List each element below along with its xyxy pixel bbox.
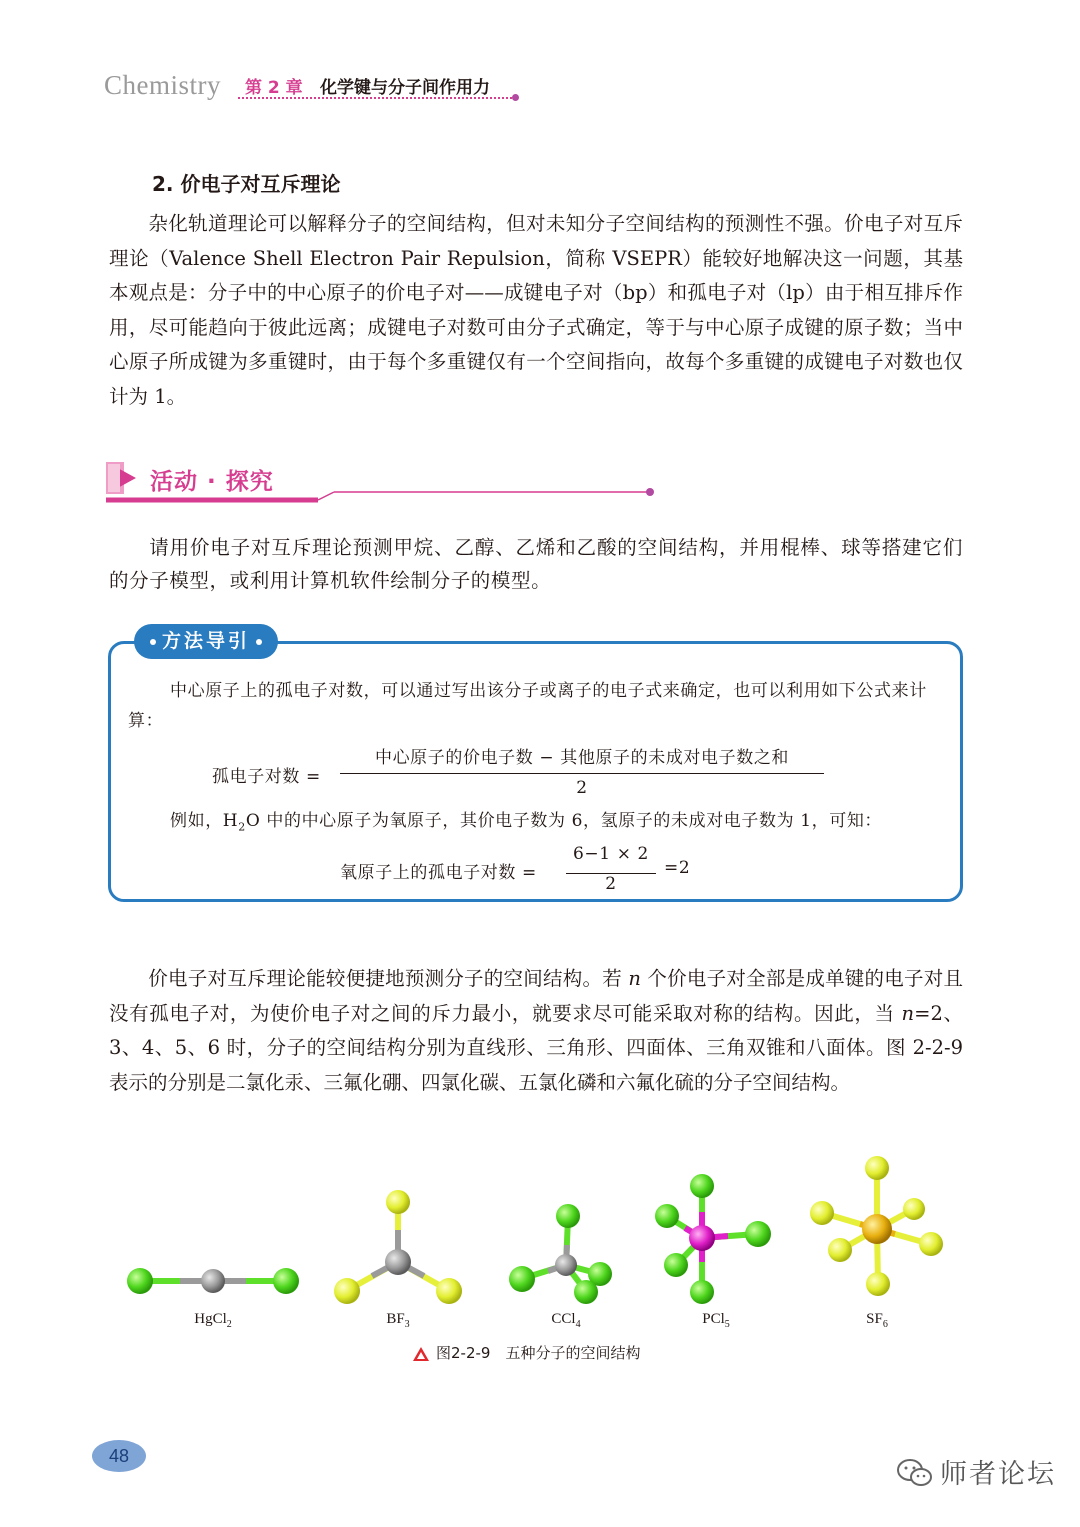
activity-text-content: 请用价电子对互斥理论预测甲烷、乙醇、乙烯和乙酸的空间结构，并用棍棒、球等搭建它们的分子模型，或利用计算机软件绘制分子的模型。: [109, 536, 963, 592]
activity-label: 活动 · 探究: [150, 469, 274, 495]
example-denominator: 2: [605, 874, 617, 894]
example-sub: 2: [238, 820, 246, 834]
method-intro: [128, 676, 948, 736]
header-brand: Chemistry: [104, 70, 221, 100]
activity-text: [109, 531, 963, 597]
formula-denominator: 2: [576, 778, 588, 798]
caption-triangle-icon: [412, 1346, 430, 1362]
hgcl2-model: [127, 1268, 299, 1294]
example-pre: 例如，H: [170, 811, 239, 831]
formula-label: 孤电子对数 =: [212, 767, 321, 787]
example-post: O 中的中心原子为氧原子，其价电子数为 6，氢原子的未成对电子数为 1，可知：: [245, 811, 883, 831]
example-result: =2: [664, 858, 691, 878]
label-ccl4: CCl$_4$: [551, 1311, 581, 1330]
example-numerator: 6−1 × 2: [573, 844, 649, 864]
main-paragraph: [109, 962, 963, 1100]
main-paragraph-b: 个价电子对全部是成单键的电子对且没有孤电子对，为使价电子对之间的斥力最小，就要求尽可能采取对称的结构。因此，当: [109, 967, 964, 1025]
header-divider: [238, 97, 516, 99]
label-pcl5: PCl$_5$: [702, 1311, 730, 1330]
header-title: 化学键与分子间作用力: [320, 78, 490, 98]
main-paragraph-c: =2、3、4、5、6 时，分子的空间结构分别为直线形、三角形、四面体、三角双锥和八面体。图 2-2-9 表示的分别是二氯化汞、三氟化硼、四氯化碳、五氯化磷和六氟化硫的分子空间结构。: [109, 1001, 964, 1094]
method-example: [170, 806, 990, 842]
method-tag: [134, 624, 278, 659]
section-paragraph-text: 杂化轨道理论可以解释分子的空间结构，但对未知分子空间结构的预测性不强。价电子对互斥理论（Valence Shell Electron Pair Repulsion，简称 VSEPR）能较好地解决这一问题，其基本观点是：分子中的中心原子的价电子对——成键电子对（bp）和孤电子对（lp）由于相互排斥作用，尽可能趋向于彼此远离；成键电子对数可由分子式确定，等于与中心原子成键的原子数；当中心原子所成键为多重键时，由于每个多重键仅有一个空间指向，故每个多重键的成键电子对数也仅计为 1。: [109, 212, 963, 408]
formula-fraction-bar: [340, 773, 824, 774]
label-bf3: $BF_3$: [386, 1311, 410, 1330]
method-intro-text: 中心原子上的孤电子对数，可以通过写出该分子或离子的电子式来确定，也可以利用如下公式来计算：: [128, 681, 927, 731]
header-chapter: 第 2 章: [245, 78, 303, 98]
example-label: 氧原子上的孤电子对数 =: [340, 863, 537, 883]
molecule-figure: [0, 1150, 1080, 1310]
section-paragraph: [109, 207, 963, 414]
label-sf6: $SF_6$: [866, 1311, 888, 1330]
header-dot: [512, 94, 519, 101]
ccl4-model: [509, 1204, 612, 1304]
main-paragraph-a: 价电子对互斥理论能较便捷地预测分子的空间结构。若: [148, 967, 629, 990]
watermark-text: 师者论坛: [940, 1459, 1056, 1490]
section-title: 2. 价电子对互斥理论: [152, 172, 341, 196]
sf6-model: [810, 1156, 943, 1296]
bf3-model: [334, 1190, 462, 1304]
pcl5-model: [655, 1174, 771, 1304]
label-hgcl2: HgCl$_2$: [194, 1311, 232, 1330]
main-paragraph-n2: n: [901, 1001, 915, 1025]
wechat-icon: [896, 1458, 934, 1488]
main-paragraph-n1: n: [628, 967, 641, 990]
figure-caption-text: 图2-2-9 五种分子的空间结构: [436, 1344, 641, 1362]
formula-numerator: 中心原子的价电子数 − 其他原子的未成对电子数之和: [374, 748, 790, 768]
figure-caption: [412, 1342, 640, 1363]
page-number: 48: [92, 1440, 146, 1472]
method-tag-label: 方法导引: [161, 630, 250, 652]
